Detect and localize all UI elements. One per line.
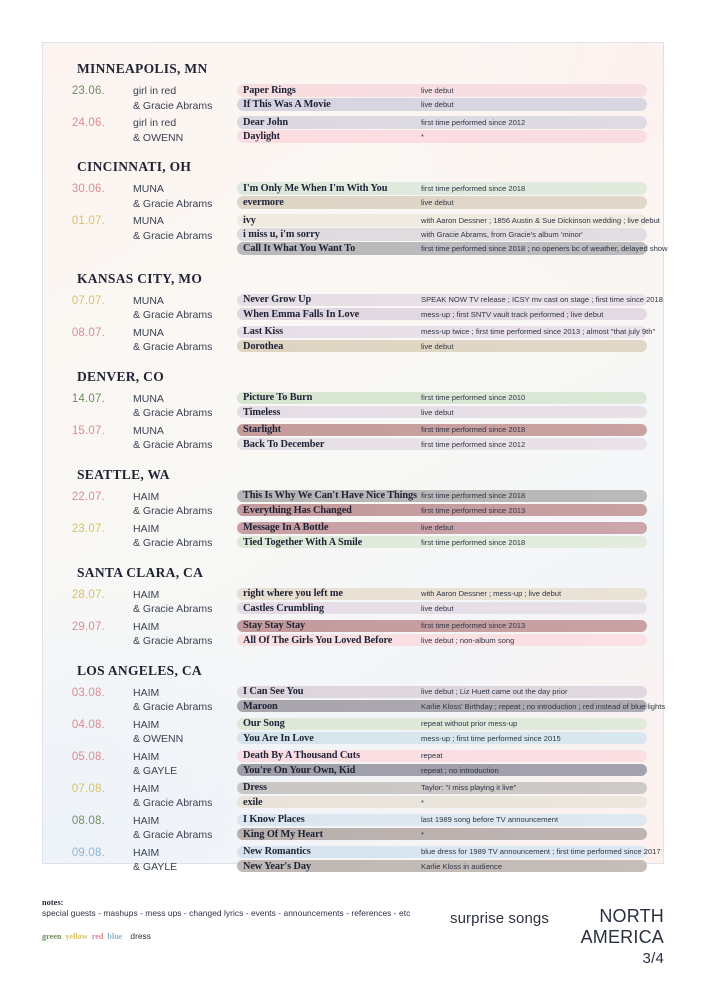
song-title: I Know Places [243, 814, 305, 826]
legend-item-red: red [91, 932, 104, 941]
opening-act-primary: girl in red [133, 117, 177, 129]
song-bar [237, 796, 647, 809]
song-note: * [421, 131, 424, 141]
song-bar [237, 242, 668, 255]
song-note: SPEAK NOW TV release ; ICSY mv cast on stage ; first time since 2018 [421, 295, 663, 305]
song-title: When Emma Falls In Love [243, 308, 360, 320]
show-row [61, 782, 647, 811]
song-title: right where you left me [243, 588, 343, 600]
song-bar [237, 504, 647, 517]
opening-act-secondary: & Gracie Abrams [133, 701, 213, 714]
show-date: 24.06. [71, 117, 105, 129]
song-title: Last Kiss [243, 326, 284, 338]
song-title: exile [243, 796, 263, 808]
surprise-song-list [237, 686, 666, 714]
song-title: If This Was A Movie [243, 98, 331, 110]
song-bar [237, 588, 647, 601]
song-note: with Gracie Abrams, from Gracie's album 'minor' [421, 229, 583, 239]
show-date: 23.07. [71, 522, 105, 535]
show-row [61, 522, 647, 551]
song-title: Stay Stay Stay [243, 620, 306, 632]
song-note: first time performed since 2018 [421, 425, 526, 435]
song-title: You Are In Love [243, 732, 314, 744]
song-note: live debut [421, 407, 454, 417]
song-title: Paper Rings [243, 84, 296, 96]
show-row [61, 750, 647, 779]
opening-act-secondary: & Gracie Abrams [133, 99, 213, 112]
song-note: Karlie Kloss in audience [421, 861, 503, 871]
song-note: live debut [421, 523, 454, 533]
song-bar [237, 214, 660, 227]
surprise-song-list [237, 588, 647, 616]
show-date: 28.07. [71, 588, 105, 601]
show-meta [61, 750, 237, 779]
song-note: * [421, 797, 424, 807]
surprise-song-list [237, 326, 656, 354]
song-bar [237, 182, 647, 195]
surprise-song-list [237, 490, 647, 518]
song-note: first time performed since 2013 [421, 621, 526, 631]
show-date: 08.08. [71, 814, 105, 827]
opening-act-primary: HAIM [133, 782, 160, 795]
show-row [61, 814, 647, 843]
city-section [61, 369, 647, 453]
song-title: Tied Together With A Smile [243, 536, 363, 548]
song-note: first time performed since 2013 [421, 505, 526, 515]
song-note: blue dress for 1989 TV announcement ; first time performed since 2017 [421, 847, 661, 857]
song-bar [237, 406, 647, 419]
legend-item-blue: blue [107, 932, 123, 941]
song-title: All Of The Girls You Loved Before [243, 634, 393, 646]
song-bar [237, 732, 647, 745]
song-bar [237, 750, 647, 763]
song-note: live debut ; non-album song [421, 635, 515, 645]
song-note: with Aaron Dessner ; 1856 Austin & Sue Dickinson wedding ; live debut [421, 215, 660, 225]
opening-act-primary: MUNA [133, 392, 164, 405]
opening-act-primary: HAIM [133, 686, 160, 699]
song-note: Karlie Kloss' Birthday ; repeat ; no introduction ; red instead of blue lights [421, 701, 666, 711]
song-bar [237, 718, 647, 731]
song-title: i miss u, i'm sorry [243, 228, 320, 240]
surprise-song-list [237, 718, 647, 746]
show-date: 07.07. [71, 294, 105, 307]
opening-act-primary: HAIM [133, 718, 160, 731]
show-row [61, 294, 663, 323]
song-note: repeat without prior mess-up [421, 719, 518, 729]
city-section [61, 270, 663, 355]
show-row [61, 686, 666, 715]
song-bar [237, 634, 647, 647]
song-title: Dorothea [243, 340, 284, 352]
opening-act-primary: HAIM [133, 588, 160, 601]
show-meta [61, 116, 237, 145]
song-bar [237, 782, 647, 795]
opening-act-secondary: & Gracie Abrams [133, 439, 213, 452]
show-row [61, 490, 647, 519]
city-section [61, 61, 647, 145]
song-note: mess-up twice ; first time performed since 2013 ; almost "that july 9th" [421, 327, 656, 337]
opening-act-primary: HAIM [133, 522, 160, 535]
surprise-song-list [237, 620, 647, 648]
opening-act-primary: HAIM [133, 620, 160, 633]
song-title: This Is Why We Can't Have Nice Things [243, 490, 417, 502]
show-date: 05.08. [71, 750, 105, 763]
show-row [61, 214, 668, 257]
song-bar [237, 196, 647, 209]
show-date: 22.07. [71, 490, 105, 503]
show-row [61, 846, 661, 875]
show-meta [61, 182, 237, 211]
show-row [61, 620, 647, 649]
legend-item-dress: dress [130, 931, 151, 941]
song-note: first time performed since 2018 [421, 491, 526, 501]
show-row [61, 424, 647, 453]
song-bar [237, 438, 647, 451]
show-date: 29.07. [71, 620, 105, 633]
song-bar [237, 846, 661, 859]
song-title: Picture To Burn [243, 392, 313, 404]
opening-act-secondary: & Gracie Abrams [133, 829, 213, 842]
song-title: Call It What You Want To [243, 243, 356, 255]
show-meta [61, 588, 237, 617]
song-note: mess-up ; first time performed since 2015 [421, 733, 561, 743]
song-note: first time performed since 2018 [421, 183, 526, 193]
city-section [61, 565, 647, 649]
song-note: first time performed since 2012 [421, 117, 526, 127]
opening-act-secondary: & Gracie Abrams [133, 229, 213, 242]
song-title: Back To December [243, 438, 325, 450]
song-title: Everything Has Changed [243, 504, 352, 516]
song-title: Our Song [243, 718, 285, 730]
song-title: Message In A Bottle [243, 522, 329, 534]
surprise-song-list [237, 116, 647, 144]
notes-line: special guests - mashups - mess ups - changed lyrics - events - announcements - references - etc [42, 908, 411, 918]
opening-act-secondary: & Gracie Abrams [133, 797, 213, 810]
opening-act-primary: girl in red [133, 85, 177, 97]
song-note: live debut [421, 85, 454, 95]
surprise-song-list [237, 424, 647, 452]
show-row [61, 116, 647, 145]
song-note: with Aaron Dessner ; mess-up ; live debut [421, 589, 562, 599]
opening-act-primary: MUNA [133, 294, 164, 307]
opening-act-secondary: & Gracie Abrams [133, 309, 213, 322]
show-row [61, 182, 647, 211]
surprise-song-list [237, 782, 647, 810]
opening-act-secondary: & OWENN [133, 733, 184, 746]
song-bar [237, 98, 647, 111]
opening-act-primary: MUNA [133, 183, 164, 195]
show-date: 30.06. [71, 183, 105, 195]
show-meta [61, 846, 237, 875]
legend-item-yellow: yellow [65, 932, 88, 941]
show-meta [61, 686, 237, 715]
surprise-songs-title: surprise songs [450, 910, 549, 927]
song-bar [237, 326, 656, 339]
show-date: 09.08. [71, 846, 105, 859]
notes-label: notes: [42, 898, 64, 907]
city-heading: MINNEAPOLIS, MN [77, 61, 208, 76]
show-date: 14.07. [71, 392, 105, 405]
surprise-song-list [237, 392, 647, 420]
song-bar [237, 490, 647, 503]
song-title: Dear John [243, 116, 288, 128]
opening-act-secondary: & OWENN [133, 131, 184, 144]
opening-act-primary: MUNA [133, 215, 164, 227]
region-label [514, 906, 664, 969]
show-meta [61, 84, 237, 113]
show-meta [61, 424, 237, 453]
song-bar [237, 228, 647, 241]
song-title: New Year's Day [243, 860, 311, 872]
song-title: I Can See You [243, 686, 304, 698]
opening-act-primary: MUNA [133, 424, 164, 437]
city-section [61, 467, 647, 551]
song-bar [237, 602, 647, 615]
opening-act-primary: HAIM [133, 490, 160, 503]
opening-act-secondary: & Gracie Abrams [133, 505, 213, 518]
surprise-song-list [237, 814, 647, 842]
surprise-song-list [237, 294, 663, 322]
show-meta [61, 782, 237, 811]
song-bar [237, 764, 647, 777]
song-bar [237, 828, 647, 841]
opening-act-secondary: & Gracie Abrams [133, 407, 213, 420]
legend-item-green: green [42, 932, 62, 941]
song-note: live debut [421, 99, 454, 109]
song-title: Timeless [243, 406, 281, 418]
song-note: Taylor: "I miss playing it live" [421, 783, 517, 793]
song-bar [237, 130, 647, 143]
opening-act-primary: HAIM [133, 750, 160, 763]
show-date: 23.06. [71, 85, 105, 97]
song-title: Castles Crumbling [243, 602, 324, 614]
song-note: first time performed since 2018 [421, 537, 526, 547]
song-title: Death By A Thousand Cuts [243, 750, 361, 762]
show-row [61, 84, 647, 113]
show-date: 15.07. [71, 424, 105, 437]
song-note: first time performed since 2018 ; no openers bc of weather, delayed show [421, 244, 668, 254]
opening-act-primary: MUNA [133, 326, 164, 339]
song-note: live debut [421, 197, 454, 207]
song-title: I'm Only Me When I'm With You [243, 182, 388, 194]
song-title: King Of My Heart [243, 828, 323, 840]
song-title: Starlight [243, 424, 281, 436]
show-meta [61, 214, 237, 243]
show-date: 01.07. [71, 215, 105, 227]
surprise-song-list [237, 182, 647, 210]
opening-act-secondary: & Gracie Abrams [133, 635, 213, 648]
song-note: first time performed since 2010 [421, 393, 526, 403]
show-date: 04.08. [71, 718, 105, 731]
song-title: Maroon [243, 700, 278, 712]
song-title: ivy [243, 214, 256, 226]
city-heading: SANTA CLARA, CA [77, 564, 204, 580]
city-heading: KANSAS CITY, MO [77, 270, 203, 286]
show-row [61, 718, 647, 747]
setlist-card [42, 42, 668, 874]
song-note: live debut [421, 341, 454, 351]
city-heading: CINCINNATI, OH [77, 159, 192, 174]
song-note: * [421, 829, 424, 839]
song-bar [237, 860, 647, 873]
song-bar [237, 308, 647, 321]
opening-act-secondary: & GAYLE [133, 765, 178, 778]
song-title: New Romantics [243, 846, 311, 858]
show-meta [61, 490, 237, 519]
opening-act-primary: HAIM [133, 846, 160, 859]
show-meta [61, 392, 237, 421]
region-line-1: NORTH [599, 906, 664, 926]
song-title: evermore [243, 196, 284, 208]
show-date: 03.08. [71, 686, 105, 699]
opening-act-secondary: & Gracie Abrams [133, 197, 213, 210]
show-meta [61, 718, 237, 747]
city-section [61, 159, 668, 257]
song-bar [237, 84, 647, 97]
song-note: last 1989 song before TV announcement [421, 815, 559, 825]
song-bar [237, 536, 647, 549]
song-title: Dress [243, 782, 267, 794]
show-meta [61, 522, 237, 551]
sections-container [43, 43, 668, 899]
show-meta [61, 620, 237, 649]
song-note: first time performed since 2012 [421, 439, 526, 449]
song-note: mess-up ; first SNTV vault track performed ; live debut [421, 309, 604, 319]
show-meta [61, 326, 237, 355]
show-row [61, 588, 647, 617]
page-number: 3/4 [642, 950, 664, 967]
city-heading: DENVER, CO [77, 368, 165, 384]
surprise-song-list [237, 214, 668, 257]
song-bar [237, 814, 647, 827]
song-bar [237, 116, 647, 129]
song-bar [237, 392, 647, 405]
opening-act-secondary: & Gracie Abrams [133, 537, 213, 550]
city-heading: LOS ANGELES, CA [77, 662, 202, 678]
show-date: 07.08. [71, 782, 105, 795]
show-date: 08.07. [71, 326, 105, 339]
city-heading: SEATTLE, WA [77, 466, 170, 482]
song-title: Never Grow Up [243, 294, 312, 306]
show-row [61, 326, 656, 355]
surprise-song-list [237, 750, 647, 778]
song-bar [237, 700, 666, 713]
opening-act-secondary: & Gracie Abrams [133, 603, 213, 616]
show-meta [61, 814, 237, 843]
song-note: repeat ; no introduction [421, 765, 499, 775]
song-bar [237, 522, 647, 535]
song-note: repeat [421, 751, 443, 761]
song-title: Daylight [243, 130, 280, 142]
surprise-song-list [237, 522, 647, 550]
surprise-song-list [237, 84, 647, 112]
opening-act-secondary: & GAYLE [133, 861, 178, 874]
region-line-2: AMERICA [580, 927, 664, 947]
song-note: live debut ; Liz Huett came out the day prior [421, 687, 568, 697]
show-row [61, 392, 647, 421]
surprise-song-list [237, 846, 661, 874]
song-bar [237, 294, 663, 307]
song-title: You're On Your Own, Kid [243, 764, 356, 776]
song-bar [237, 620, 647, 633]
song-bar [237, 686, 647, 699]
opening-act-secondary: & Gracie Abrams [133, 341, 213, 354]
song-bar [237, 340, 647, 353]
city-section [61, 662, 666, 875]
song-bar [237, 424, 647, 437]
opening-act-primary: HAIM [133, 814, 160, 827]
show-meta [61, 294, 237, 323]
song-note: live debut [421, 603, 454, 613]
